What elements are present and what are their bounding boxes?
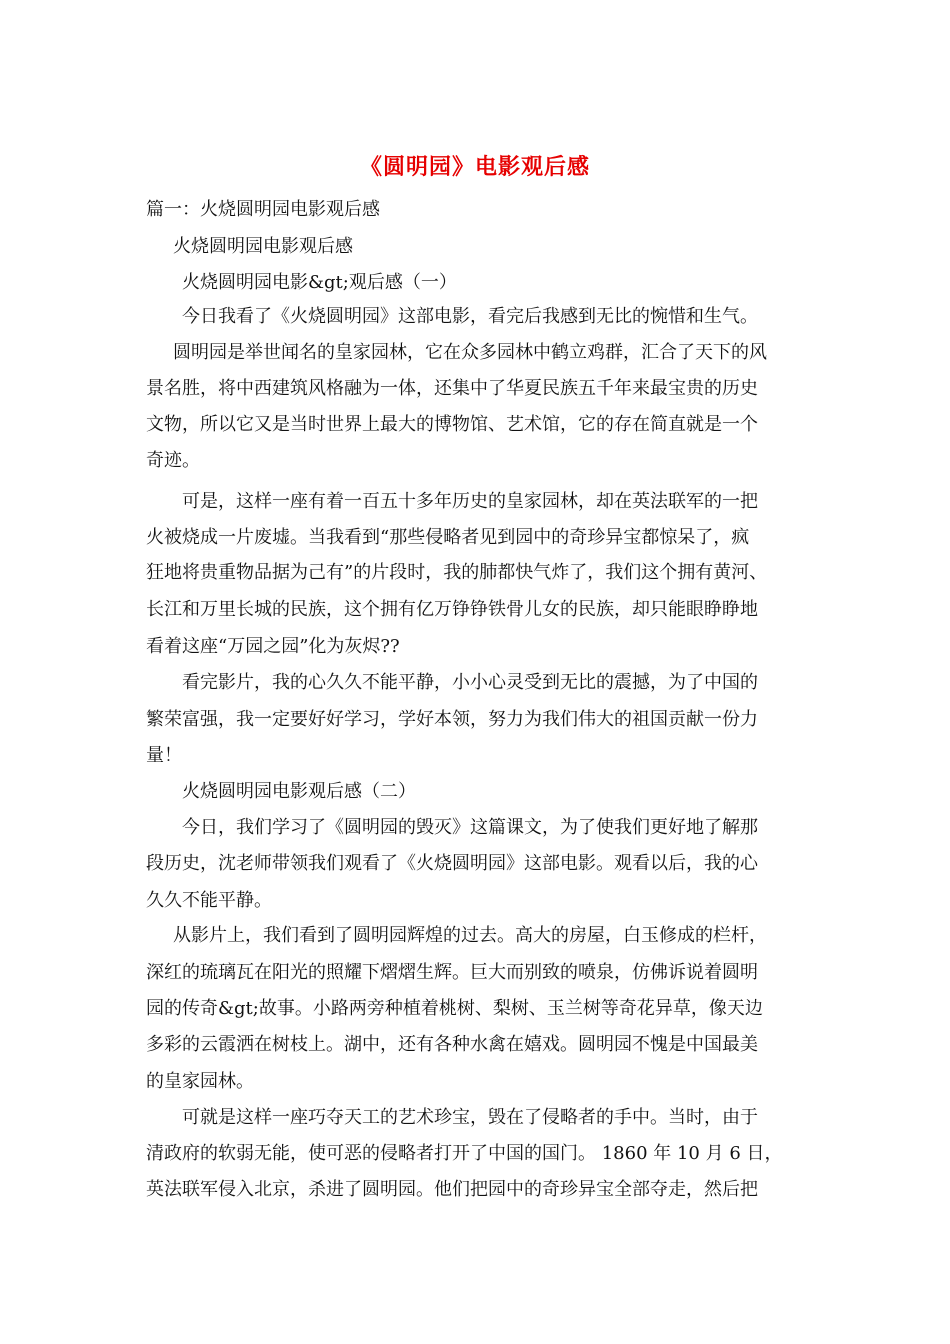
- text-line: 繁荣富强，我一定要好好学习，学好本领，努力为我们伟大的祖国贡献一份力: [146, 709, 758, 730]
- text-line: 英法联军侵入北京，杀进了圆明园。他们把园中的奇珍异宝全部夺走，然后把: [146, 1179, 758, 1200]
- text-line: 今日我看了《火烧圆明园》这部电影，看完后我感到无比的惋惜和生气。: [182, 306, 758, 327]
- text-line: 圆明园是举世闻名的皇家园林，它在众多园林中鹤立鸡群，汇合了天下的风: [173, 342, 767, 363]
- text-line: 从影片上，我们看到了圆明园辉煌的过去。高大的房屋，白玉修成的栏杆，: [173, 925, 767, 946]
- text-line: 长江和万里长城的民族，这个拥有亿万铮铮铁骨儿女的民族，却只能眼睁睁地: [146, 599, 758, 620]
- text-line: 园的传奇&gt;故事。小路两旁种植着桃树、梨树、玉兰树等奇花异草，像天边: [146, 998, 763, 1019]
- text-line: 清政府的软弱无能，使可恶的侵略者打开了中国的国门。 1860 年 10 月 6 日，: [146, 1143, 783, 1164]
- text-line: 火被烧成一片废墟。当我看到“那些侵略者见到园中的奇珍异宝都惊呆了，疯: [146, 527, 750, 548]
- text-line: 火烧圆明园电影观后感: [173, 236, 353, 257]
- text-line: 看着这座“万园之园”化为灰烬??: [146, 636, 400, 657]
- text-line: 今日，我们学习了《圆明园的毁灭》这篇课文，为了使我们更好地了解那: [182, 817, 758, 838]
- text-line: 奇迹。: [146, 450, 200, 471]
- text-line: 文物，所以它又是当时世界上最大的博物馆、艺术馆，它的存在简直就是一个: [146, 414, 758, 435]
- text-line: 景名胜，将中西建筑风格融为一体，还集中了华夏民族五千年来最宝贵的历史: [146, 378, 758, 399]
- text-line: 可就是这样一座巧夺天工的艺术珍宝，毁在了侵略者的手中。当时，由于: [182, 1107, 758, 1128]
- text-line: 看完影片，我的心久久不能平静，小小心灵受到无比的震撼，为了中国的: [182, 672, 758, 693]
- page-title: 《圆明园》电影观后感: [359, 154, 590, 180]
- text-line: 篇一：火烧圆明园电影观后感: [146, 199, 380, 220]
- text-line: 段历史，沈老师带领我们观看了《火烧圆明园》这部电影。观看以后，我的心: [146, 853, 758, 874]
- text-line: 量！: [146, 745, 182, 766]
- text-line: 深红的琉璃瓦在阳光的照耀下熠熠生辉。巨大而别致的喷泉，仿佛诉说着圆明: [146, 962, 758, 983]
- text-line: 可是，这样一座有着一百五十多年历史的皇家园林，却在英法联军的一把: [182, 491, 758, 512]
- text-line: 多彩的云霞洒在树枝上。湖中，还有各种水禽在嬉戏。圆明园不愧是中国最美: [146, 1034, 758, 1055]
- text-line: 火烧圆明园电影观后感（二）: [182, 781, 416, 802]
- text-line: 火烧圆明园电影&gt;观后感（一）: [182, 272, 457, 293]
- text-line: 的皇家园林。: [146, 1071, 254, 1092]
- text-line: 久久不能平静。: [146, 890, 272, 911]
- text-line: 狂地将贵重物品据为己有”的片段时，我的肺都快气炸了，我们这个拥有黄河、: [146, 562, 768, 583]
